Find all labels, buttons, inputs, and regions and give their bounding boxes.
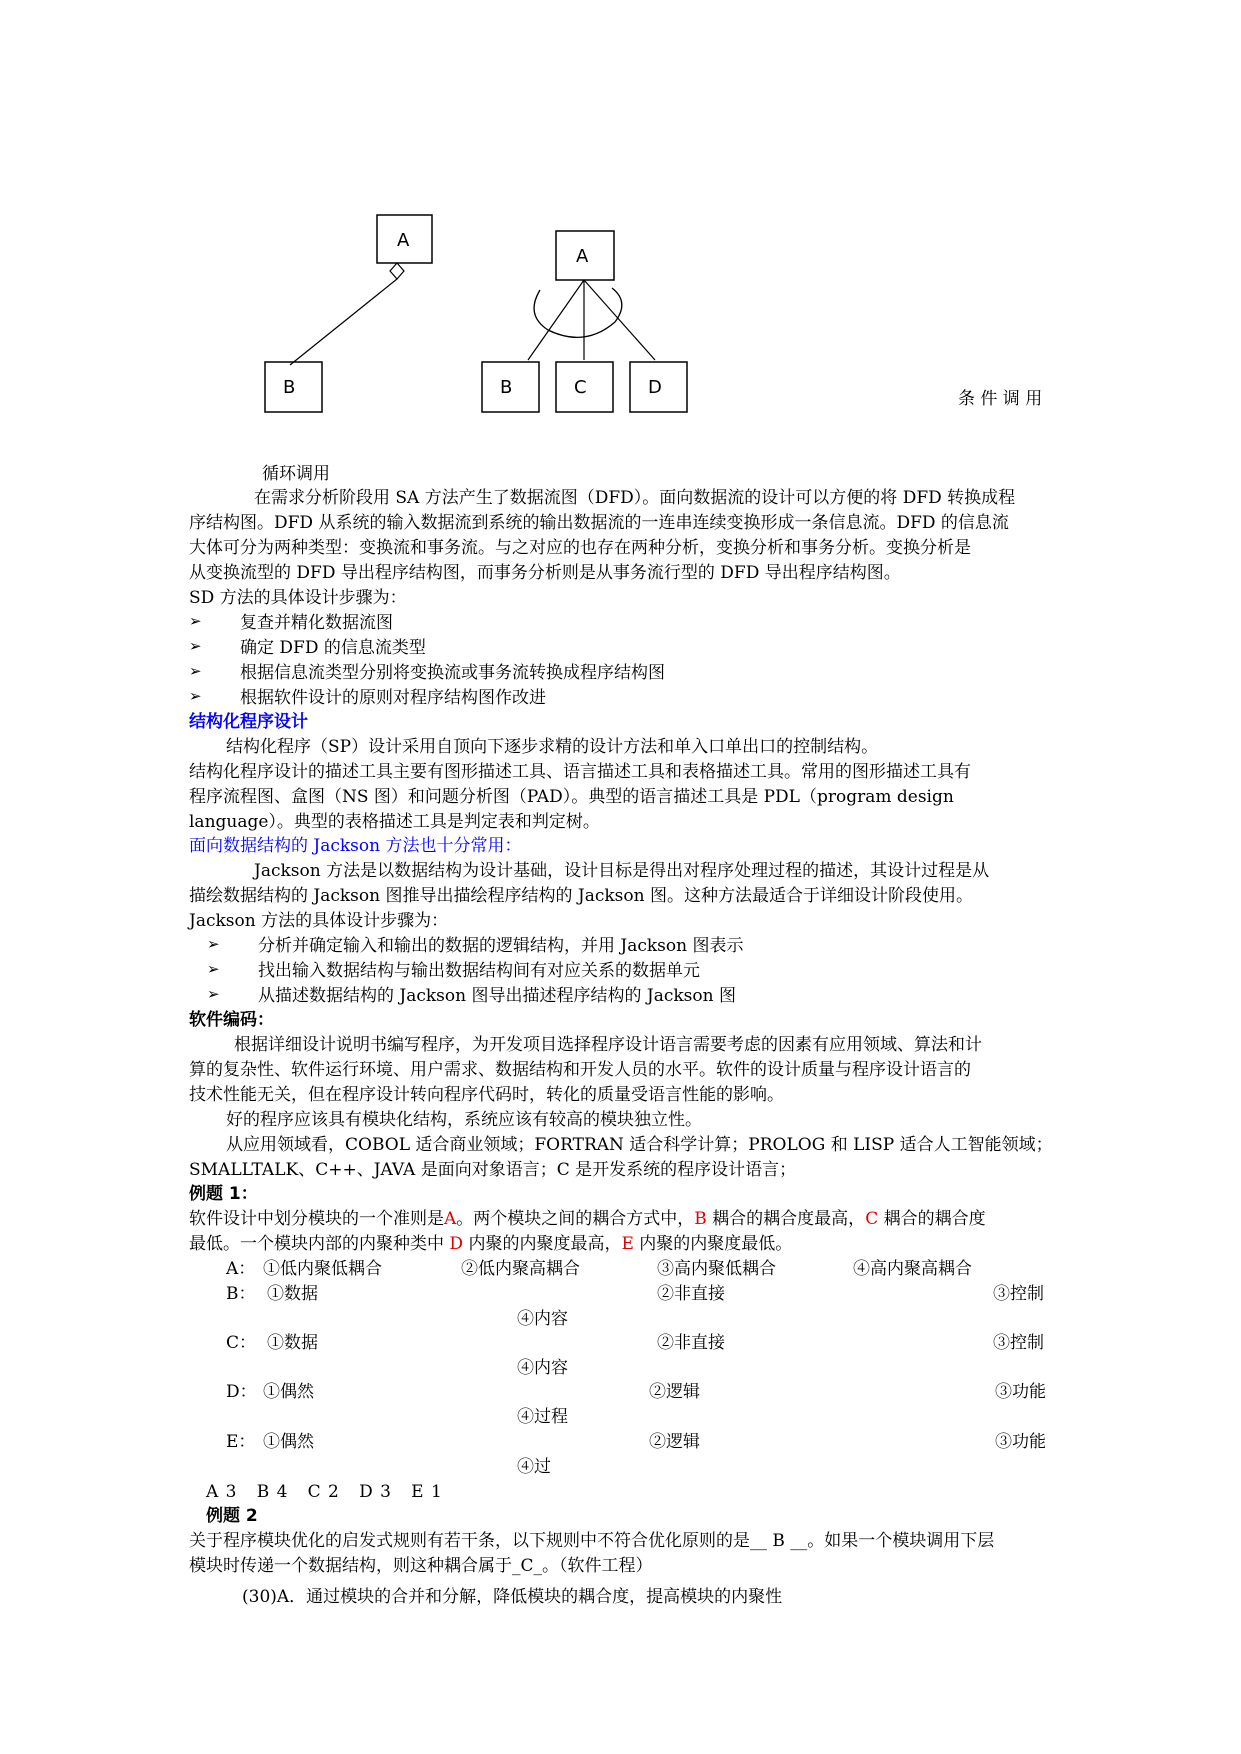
example1-answer: A 3 B 4 C 2 D 3 E 1 [206,1482,443,1502]
jackson-step-2: 找出输入数据结构与输出数据结构间有对应关系的数据单元 [258,961,700,981]
box-d-right-label: D [648,377,662,398]
coding-line-5: 从应用领域看，COBOL 适合商业领域；FORTRAN 适合科学计算；PROLOG 和 LISP 适合人工智能领域； [226,1135,1053,1155]
example1-question-line-1: 软件设计中划分模块的一个准则是A。两个模块之间的耦合方式中，B 耦合的耦合度最高，C 耦合的耦合度 [189,1209,986,1229]
sd-step-2: 确定 DFD 的信息流类型 [240,638,426,658]
bullet-arrow-icon: ➢ [189,612,202,630]
coding-line-1: 根据详细设计说明书编写程序，为开发项目选择程序设计语言需要考虑的因素有应用领域、算法和计 [234,1035,982,1055]
option-a-2: ②低内聚高耦合 [461,1259,580,1279]
sp-line-2: 结构化程序设计的描述工具主要有图形描述工具、语言描述工具和表格描述工具。常用的图形描述工具有 [189,762,971,782]
blank-e: E [621,1234,634,1254]
option-e-3: ③功能 [995,1432,1046,1452]
condition-diamond [390,263,404,279]
sd-step-3: 根据信息流类型分别将变换流或事务流转换成程序结构图 [240,663,665,683]
option-b-3: ③控制 [993,1284,1044,1304]
sd-intro-line-4: 从变换流型的 DFD 导出程序结构图，而事务分析则是从事务流行型的 DFD 导出程序结构图。 [189,563,901,583]
sd-intro-line-3: 大体可分为两种类型：变换流和事务流。与之对应的也存在两种分析，变换分析和事务分析。变换分析是 [189,538,971,558]
option-e-4: ④过 [517,1457,551,1477]
example1-heading: 例题 1： [189,1184,258,1204]
coding-line-2: 算的复杂性、软件运行环境、用户需求、数据结构和开发人员的水平。软件的设计质量与程序设计语言的 [189,1060,971,1080]
jackson-line-1: Jackson 方法是以数据结构为设计基础，设计目标是得出对程序处理过程的描述，其设计过程是从 [254,861,990,881]
option-b-1: ①数据 [267,1284,318,1304]
jackson-step-3: 从描述数据结构的 Jackson 图导出描述程序结构的 Jackson 图 [258,986,736,1006]
coding-line-3: 技术性能无关，但在程序设计转向程序代码时，转化的质量受语言性能的影响。 [189,1085,784,1105]
sd-steps-title: SD 方法的具体设计步骤为： [189,588,407,608]
structure-diagram [0,0,1241,420]
sp-line-1: 结构化程序（SP）设计采用自顶向下逐步求精的设计方法和单入口单出口的控制结构。 [226,737,879,757]
example2-line-2: 模块时传递一个数据结构，则这种耦合属于_C_。（软件工程） [189,1556,653,1576]
option-a-label: A： [226,1259,256,1279]
option-d-3: ③功能 [995,1382,1046,1402]
option-d-1: ①偶然 [263,1382,314,1402]
sd-step-1: 复查并精化数据流图 [240,613,393,633]
blank-c: C [865,1209,879,1229]
blank-a: A [444,1209,457,1229]
coding-heading: 软件编码： [189,1010,274,1030]
sd-step-4: 根据软件设计的原则对程序结构图作改进 [240,688,546,708]
sp-line-3: 程序流程图、盒图（NS 图）和问题分析图（PAD）。典型的语言描述工具是 PDL（program design [189,787,954,807]
option-a-4: ④高内聚高耦合 [853,1259,972,1279]
option-d-label: D： [226,1382,257,1402]
jackson-heading: 面向数据结构的 Jackson 方法也十分常用： [189,836,522,856]
bullet-arrow-icon: ➢ [189,687,202,705]
loop-call-label: 循环调用 [262,464,330,484]
blank-b: B [694,1209,707,1229]
jackson-line-2: 描绘数据结构的 Jackson 图推导出描绘程序结构的 Jackson 图。这种方法最适合于详细设计阶段使用。 [189,886,973,906]
option-c-2: ②非直接 [657,1333,725,1353]
option-d-2: ②逻辑 [649,1382,700,1402]
option-c-label: C： [226,1333,257,1353]
option-c-4: ④内容 [517,1358,568,1378]
option-c-3: ③控制 [993,1333,1044,1353]
option-b-label: B： [226,1284,256,1304]
sd-intro-line-1: 在需求分析阶段用 SA 方法产生了数据流图（DFD）。面向数据流的设计可以方便的将 DFD 转换成程 [254,488,1016,508]
option-b-2: ②非直接 [657,1284,725,1304]
bullet-arrow-icon: ➢ [207,985,220,1003]
option-a-1: ①低内聚低耦合 [263,1259,382,1279]
bullet-arrow-icon: ➢ [189,662,202,680]
sp-line-4: language）。典型的表格描述工具是判定表和判定树。 [189,812,600,832]
option-c-1: ①数据 [267,1333,318,1353]
example1-question-line-2: 最低。一个模块内部的内聚种类中 D 内聚的内聚度最高，E 内聚的内聚度最低。 [189,1234,793,1254]
box-b-left-label: B [283,377,296,398]
loop-arc [534,288,622,337]
option-b-4: ④内容 [517,1309,568,1329]
jackson-step-1: 分析并确定输入和输出的数据的逻辑结构，并用 Jackson 图表示 [258,936,744,956]
box-c-right-label: C [574,377,587,398]
bullet-arrow-icon: ➢ [189,637,202,655]
sp-heading: 结构化程序设计 [189,712,308,732]
option-e-1: ①偶然 [263,1432,314,1452]
coding-line-6: SMALLTALK、C++、JAVA 是面向对象语言；C 是开发系统的程序设计语言； [189,1160,797,1180]
sd-intro-line-2: 序结构图。DFD 从系统的输入数据流到系统的输出数据流的一连串连续变换形成一条信息流。DFD 的信息流 [189,513,1009,533]
bullet-arrow-icon: ➢ [207,960,220,978]
example2-option-30: (30)A．通过模块的合并和分解，降低模块的耦合度，提高模块的内聚性 [242,1587,783,1607]
box-b-right-label: B [500,377,513,398]
coding-line-4: 好的程序应该具有模块化结构，系统应该有较高的模块独立性。 [226,1110,702,1130]
jackson-steps-title: Jackson 方法的具体设计步骤为： [189,911,449,931]
box-a-right-label: A [576,246,589,267]
example2-line-1: 关于程序模块优化的启发式规则有若干条，以下规则中不符合优化原则的是__ B __。如果一个模块调用下层 [189,1531,995,1551]
option-e-label: E： [226,1432,256,1452]
blank-d: D [449,1234,464,1254]
option-a-3: ③高内聚低耦合 [657,1259,776,1279]
conditional-call-label: 条 件 调 用 [958,389,1043,409]
box-a-left-label: A [397,230,410,251]
option-d-4: ④过程 [517,1407,568,1427]
bullet-arrow-icon: ➢ [207,935,220,953]
example2-heading: 例题 2 [206,1506,258,1526]
option-e-2: ②逻辑 [649,1432,700,1452]
